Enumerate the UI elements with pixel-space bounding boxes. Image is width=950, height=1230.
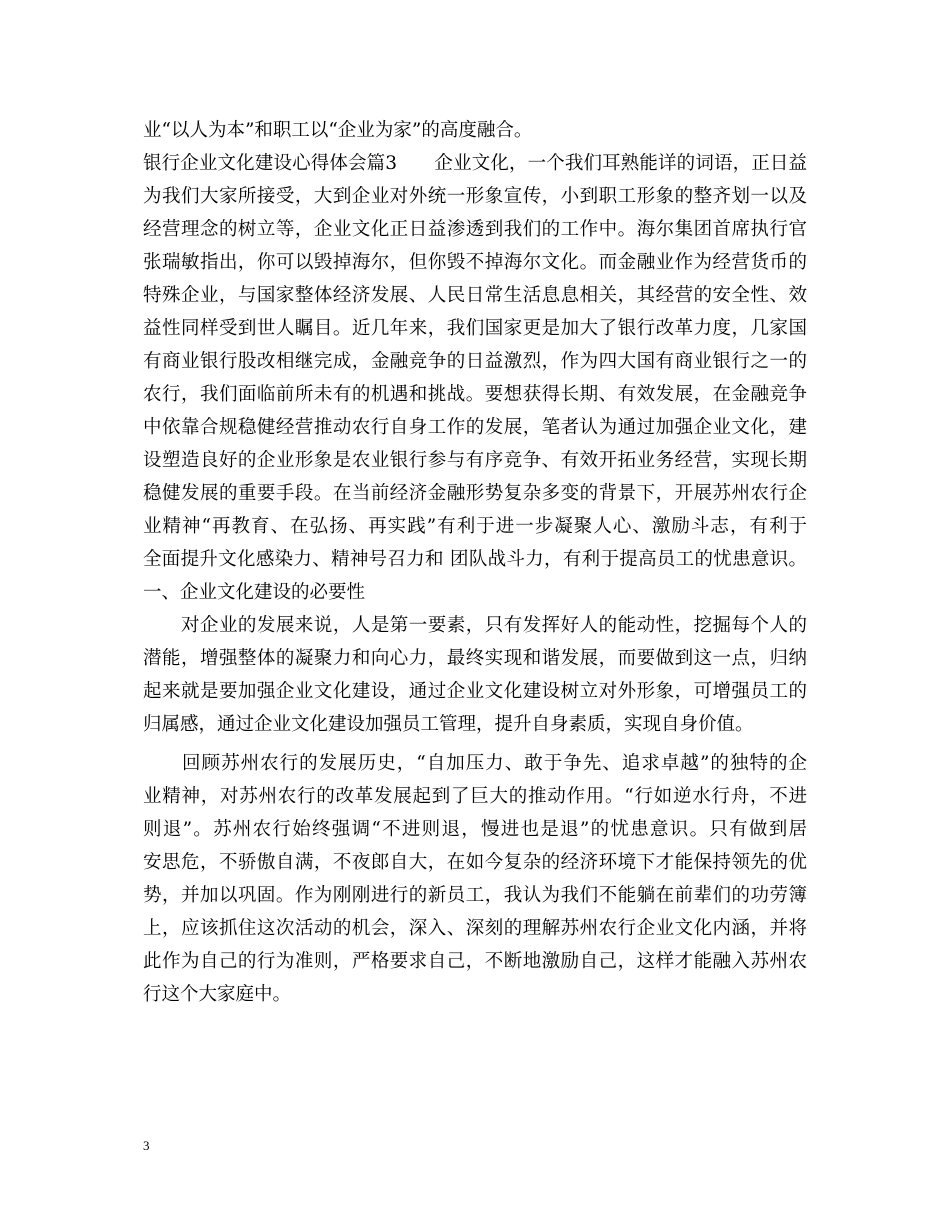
page-number: 3 xyxy=(143,1138,150,1153)
text-line: 势，并加以巩固。作为刚刚进行的新员工，我认为我们不能躺在前辈们的功劳簿 xyxy=(143,885,807,906)
text-line: 潜能，增强整体的凝聚力和向心力，最终实现和谐发展，而要做到这一点，归纳 xyxy=(143,648,807,669)
text-line: 稳健发展的重要手段。在当前经济金融形势复杂多变的背景下，开展苏州农行企 xyxy=(143,483,807,504)
text-line: 归属感，通过企业文化建设加强员工管理，提升自身素质，实现自身价值。 xyxy=(143,714,754,735)
text-line: 业“以人为本”和职工以“企业为家”的高度融合。 xyxy=(143,120,533,141)
text-line: 行这个大家庭中。 xyxy=(143,984,292,1005)
text-line: 经营理念的树立等，企业文化正日益渗透到我们的工作中。海尔集团首席执行官 xyxy=(143,219,807,240)
text-line: 设塑造良好的企业形象是农业银行参与有序竞争、有效开拓业务经营，实现长期 xyxy=(143,450,807,471)
text-line: 安思危，不骄傲自满，不夜郎自大，在如今复杂的经济环境下才能保持领先的优 xyxy=(143,852,807,873)
text-line: 则退”。苏州农行始终强调“不进则退，慢进也是退”的忧患意识。只有做到居 xyxy=(143,819,807,840)
text-line: 益性同样受到世人瞩目。近几年来，我们国家更是加大了银行改革力度，几家国 xyxy=(143,318,807,339)
document-body xyxy=(143,114,807,1011)
text-line: 业精神“再教育、在弘扬、再实践”有利于进一步凝聚人心、激励斗志，有利于 xyxy=(143,516,807,537)
text-line: 对企业的发展来说，人是第一要素，只有发挥好人的能动性，挖掘每个人的 xyxy=(143,615,807,636)
text-line: 农行，我们面临前所未有的机遇和挑战。要想获得长期、有效发展，在金融竞争 xyxy=(143,384,807,405)
text-line: 为我们大家所接受，大到企业对外统一形象宣传，小到职工形象的整齐划一以及 xyxy=(143,186,807,207)
text-line: 中依靠合规稳健经营推动农行自身工作的发展，笔者认为通过加强企业文化，建 xyxy=(143,417,807,438)
section-heading: 一、企业文化建设的必要性 xyxy=(143,582,366,603)
text-line: 业精神，对苏州农行的改革发展起到了巨大的推动作用。“行如逆水行舟，不进 xyxy=(143,786,807,807)
text-line: 此作为自己的行为准则，严格要求自己，不断地激励自己，这样才能融入苏州农 xyxy=(143,951,807,972)
text-line: 全面提升文化感染力、精神号召力和 团队战斗力，有利于提高员工的忧患意识。 xyxy=(143,549,807,570)
text-line: 特殊企业，与国家整体经济发展、人民日常生活息息相关，其经营的安全性、效 xyxy=(143,285,807,306)
text-line: 有商业银行股改相继完成，金融竞争的日益激烈，作为四大国有商业银行之一的 xyxy=(143,351,807,372)
text-line: 银行企业文化建设心得体会篇3 企业文化，一个我们耳熟能详的词语，正日益 xyxy=(143,153,807,174)
text-line: 回顾苏州农行的发展历史，“自加压力、敢于争先、追求卓越”的独特的企 xyxy=(143,753,807,774)
text-line: 起来就是要加强企业文化建设，通过企业文化建设树立对外形象，可增强员工的 xyxy=(143,681,807,702)
text-line: 张瑞敏指出，你可以毁掉海尔，但你毁不掉海尔文化。而金融业作为经营货币的 xyxy=(143,252,807,273)
text-line: 上，应该抓住这次活动的机会，深入、深刻的理解苏州农行企业文化内涵，并将 xyxy=(143,918,807,939)
